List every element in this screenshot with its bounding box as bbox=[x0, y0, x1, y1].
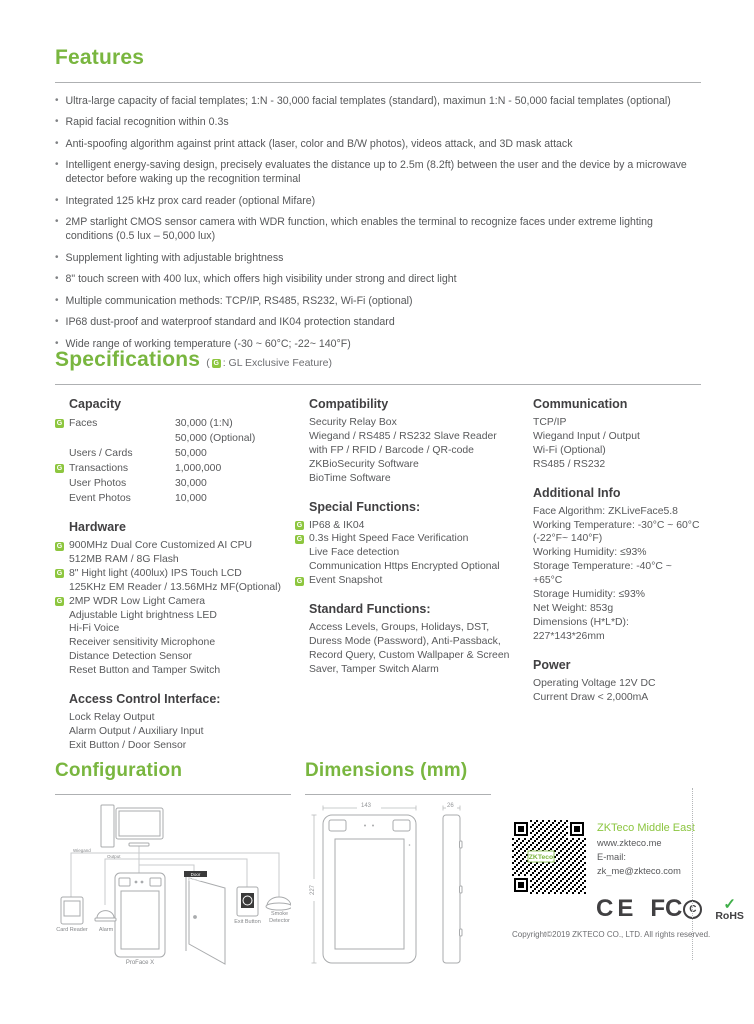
specifications-title: Specifications bbox=[55, 348, 201, 371]
spec-text: Storage Humidity: ≤93% bbox=[533, 589, 645, 601]
spec-text: Duress Mode (Password), Anti-Passback, bbox=[309, 635, 501, 647]
spec-line bbox=[295, 574, 519, 588]
spec-value: 30,000 (1:N) bbox=[175, 418, 233, 429]
specifications-section bbox=[55, 348, 701, 753]
capacity-heading: Capacity bbox=[69, 397, 122, 411]
spec-text: Reset Button and Tamper Switch bbox=[69, 665, 221, 677]
bullet-icon: • bbox=[55, 337, 59, 349]
spec-value: 1,000,000 bbox=[175, 463, 222, 474]
divider bbox=[55, 384, 701, 385]
power-lines bbox=[519, 677, 701, 705]
spec-line bbox=[295, 430, 519, 444]
spec-section-hardware bbox=[55, 520, 295, 678]
spec-text: 0.3s Hight Speed Face Verification bbox=[309, 533, 469, 545]
feature-text: Rapid facial recognition within 0.3s bbox=[65, 116, 229, 129]
spec-line bbox=[295, 621, 519, 635]
spec-label: Users / Cards bbox=[69, 448, 133, 459]
feature-text: Intelligent energy-saving design, precisely evaluates the distance up to 2.5m (8.2ft) between the user and the device by a microwave detector before waking up the recognition terminal bbox=[65, 159, 687, 186]
gl-feature-icon: G bbox=[213, 359, 219, 367]
spec-line bbox=[519, 430, 701, 444]
spec-text: Working Humidity: ≤93% bbox=[533, 547, 647, 559]
spec-text: Operating Voltage 12V DC bbox=[533, 677, 656, 689]
spec-column-2 bbox=[295, 389, 519, 753]
spec-line bbox=[519, 505, 701, 519]
spec-text: Face Algorithm: ZKLiveFace5.8 bbox=[533, 505, 678, 517]
spec-text: Security Relay Box bbox=[309, 417, 397, 428]
spec-row bbox=[55, 461, 295, 476]
spec-text: IP68 & IK04 bbox=[309, 519, 365, 531]
feature-text: Anti-spoofing algorithm against print attack (laser, color and B/W photos), videos attack, and 3D mask attack bbox=[65, 137, 573, 150]
fold-mark bbox=[692, 788, 693, 960]
device-side-view bbox=[443, 815, 460, 963]
bullet-icon: • bbox=[55, 273, 59, 285]
spec-line bbox=[55, 609, 295, 623]
spec-row bbox=[55, 491, 295, 506]
feature-item bbox=[55, 216, 701, 244]
dimensions-section bbox=[305, 760, 491, 973]
features-list bbox=[55, 95, 701, 352]
gl-feature-icon: G bbox=[56, 419, 63, 427]
spec-text: ZKBioSecurity Software bbox=[309, 458, 419, 470]
spec-section-additional-info bbox=[519, 486, 701, 644]
spec-column-3 bbox=[519, 389, 701, 753]
bullet-icon: • bbox=[55, 251, 59, 263]
spec-line bbox=[295, 532, 519, 546]
rohs-mark-icon bbox=[715, 897, 744, 922]
dimensions-diagram bbox=[305, 801, 491, 973]
communication-lines bbox=[519, 416, 701, 472]
spec-line bbox=[55, 636, 295, 650]
gl-feature-icon: G bbox=[56, 570, 63, 578]
features-title: Features bbox=[55, 46, 145, 69]
spec-text: Adjustable Light brightness LED bbox=[69, 609, 217, 621]
feature-text: Ultra-large capacity of facial templates; 1:N - 30,000 facial templates (standard), maximun 1:N - 50,000 facial templates (optional) bbox=[65, 95, 671, 107]
spec-text: 2MP WDR Low Light Camera bbox=[69, 595, 206, 607]
spec-label: User Photos bbox=[69, 478, 127, 489]
website: www.zkteco.me bbox=[597, 838, 662, 848]
spec-text: Saver, Tamper Switch Alarm bbox=[309, 663, 439, 675]
hardware-heading: Hardware bbox=[69, 520, 126, 534]
spec-line bbox=[519, 532, 701, 546]
bullet-icon: • bbox=[55, 116, 59, 128]
specifications-header bbox=[55, 348, 701, 372]
spec-value: 50,000 bbox=[175, 448, 207, 459]
bullet-icon: • bbox=[55, 137, 59, 149]
spec-section-communication bbox=[519, 397, 701, 472]
feature-text: 8" touch screen with 400 lux, which offers high visibility under strong and direct light bbox=[65, 273, 457, 286]
bullet-icon: • bbox=[55, 95, 59, 106]
door-outline bbox=[189, 878, 225, 964]
access-control-lines bbox=[55, 711, 295, 753]
spec-column-1 bbox=[55, 389, 295, 753]
spec-line bbox=[55, 664, 295, 678]
spec-row bbox=[55, 431, 295, 446]
spec-line bbox=[519, 588, 701, 602]
special-functions-lines bbox=[295, 519, 519, 589]
device-label: ProFace X bbox=[125, 960, 155, 966]
feature-text: Multiple communication methods: TCP/IP, RS485, RS232, Wi-Fi (optional) bbox=[65, 294, 413, 307]
spec-line bbox=[295, 560, 519, 574]
ce-mark-icon: CE bbox=[596, 895, 638, 922]
spec-section-access-control bbox=[55, 692, 295, 753]
bullet-icon: • bbox=[55, 316, 59, 328]
feature-text: Integrated 125 kHz prox card reader (optional Mifare) bbox=[65, 194, 316, 207]
exit-button-label: Exit Button bbox=[234, 919, 261, 925]
card-reader-label: Card Reader bbox=[56, 927, 88, 933]
spec-text: Alarm Output / Auxiliary Input bbox=[69, 725, 204, 737]
rohs-text: RoHS bbox=[715, 909, 744, 922]
dimension-width: 143 bbox=[361, 803, 372, 809]
configuration-title: Configuration bbox=[55, 760, 183, 781]
spec-text: Distance Detection Sensor bbox=[69, 651, 193, 663]
gl-feature-icon: G bbox=[56, 598, 63, 606]
spec-line bbox=[519, 416, 701, 430]
power-heading: Power bbox=[533, 657, 571, 672]
fcc-circle-c: C bbox=[683, 900, 702, 919]
spec-text: TCP/IP bbox=[533, 417, 567, 428]
configuration-diagram bbox=[55, 801, 291, 973]
spec-line bbox=[295, 444, 519, 458]
divider bbox=[55, 82, 701, 83]
spec-section-capacity bbox=[55, 397, 295, 506]
spec-section-standard-functions bbox=[295, 602, 519, 677]
spec-line bbox=[519, 691, 701, 705]
bullet-icon: • bbox=[55, 194, 59, 206]
contact-block bbox=[597, 822, 712, 879]
feature-item bbox=[55, 252, 701, 266]
spec-text: (-22°F~ 140°F) bbox=[533, 533, 603, 545]
spec-text: Dimensions (H*L*D): 227*143*26mm bbox=[533, 616, 629, 642]
fcc-letters: FC bbox=[650, 895, 683, 922]
bullet-icon: • bbox=[55, 216, 59, 228]
divider bbox=[55, 794, 291, 795]
spec-text: Hi-Fi Voice bbox=[69, 623, 120, 635]
spec-line bbox=[295, 416, 519, 430]
hardware-lines bbox=[55, 539, 295, 678]
divider bbox=[305, 794, 491, 795]
gl-feature-icon: G bbox=[56, 464, 63, 472]
spec-text: BioTime Software bbox=[309, 472, 391, 484]
spec-line bbox=[519, 519, 701, 533]
compatibility-lines bbox=[295, 416, 519, 486]
capacity-rows bbox=[55, 416, 295, 506]
spec-label bbox=[69, 431, 175, 446]
spec-text: Wiegand Input / Output bbox=[533, 430, 640, 442]
gl-exclusive-note bbox=[206, 357, 332, 369]
feature-item bbox=[55, 116, 701, 130]
spec-line bbox=[295, 635, 519, 649]
spec-text: Exit Button / Door Sensor bbox=[69, 739, 187, 751]
feature-item bbox=[55, 316, 701, 330]
specifications-columns bbox=[55, 389, 701, 753]
certification-logos bbox=[596, 895, 744, 923]
qr-code bbox=[512, 820, 586, 894]
bullet-icon: • bbox=[55, 159, 59, 171]
spec-text: 8" Hight light (400lux) IPS Touch LCD bbox=[69, 567, 242, 579]
spec-text: 900MHz Dual Core Customized AI CPU bbox=[69, 540, 253, 551]
dimension-height: 227 bbox=[310, 884, 316, 895]
company-name: ZKTeco Middle East bbox=[597, 822, 695, 834]
configuration-section bbox=[55, 760, 291, 973]
feature-item bbox=[55, 138, 701, 152]
spec-text: Working Temperature: -30°C ~ 60°C bbox=[533, 519, 700, 531]
spec-text: RS485 / RS232 bbox=[533, 458, 606, 470]
spec-section-compatibility bbox=[295, 397, 519, 486]
spec-line bbox=[519, 560, 701, 588]
feature-text: 2MP starlight CMOS sensor camera with WDR function, which enables the terminal to recognize faces under extreme lighting conditions (0.5 lux – 50,000 lux) bbox=[65, 216, 653, 243]
gl-feature-icon: G bbox=[56, 542, 63, 550]
dimension-depth: 26 bbox=[447, 803, 454, 809]
spec-text: Record Query, Custom Wallpaper & Screen bbox=[309, 649, 510, 661]
note-text: : GL Exclusive Feature) bbox=[222, 357, 333, 369]
spec-label: Event Photos bbox=[69, 493, 131, 504]
spec-section-power bbox=[519, 658, 701, 705]
wire-label-output: Output bbox=[107, 854, 121, 859]
feature-item bbox=[55, 295, 701, 309]
spec-line bbox=[55, 739, 295, 753]
spec-line bbox=[519, 677, 701, 691]
spec-section-special-functions bbox=[295, 500, 519, 589]
spec-text: Live Face detection bbox=[309, 547, 400, 559]
pc-tower bbox=[101, 805, 114, 847]
additional-info-lines bbox=[519, 505, 701, 644]
additional-info-heading: Additional Info bbox=[533, 485, 621, 500]
spec-text: Storage Temperature: -40°C ~ +65°C bbox=[533, 561, 672, 587]
spec-text: 125KHz EM Reader / 13.56MHz MF(Optional) bbox=[69, 581, 281, 593]
spec-text: Wiegand / RS485 / RS232 Slave Reader bbox=[309, 430, 497, 442]
fcc-mark-icon bbox=[650, 895, 702, 923]
gl-feature-icon: G bbox=[296, 577, 303, 585]
feature-item bbox=[55, 195, 701, 209]
note-open: ( bbox=[206, 357, 210, 369]
spec-text: Access Levels, Groups, Holidays, DST, bbox=[309, 622, 490, 634]
spec-row bbox=[55, 446, 295, 461]
spec-line bbox=[55, 650, 295, 664]
spec-text: Event Snapshot bbox=[309, 575, 383, 587]
spec-label: Transactions bbox=[69, 463, 129, 474]
spec-line bbox=[519, 616, 701, 644]
door-sensor-label: Door Sensor bbox=[188, 871, 203, 883]
spec-value: 50,000 (Optional) bbox=[175, 433, 256, 444]
spec-line bbox=[519, 602, 701, 616]
feature-text: IP68 dust-proof and waterproof standard and IK04 protection standard bbox=[65, 316, 395, 329]
spec-text: Wi-Fi (Optional) bbox=[533, 444, 606, 456]
feature-item bbox=[55, 273, 701, 287]
spec-text: Communication Https Encrypted Optional bbox=[309, 561, 500, 573]
check-icon: ✓ bbox=[723, 895, 736, 913]
spec-text: 512MB RAM / 8G Flash bbox=[69, 553, 179, 565]
spec-line bbox=[55, 553, 295, 567]
spec-text: Receiver sensitivity Microphone bbox=[69, 637, 216, 649]
spec-line bbox=[295, 663, 519, 677]
qr-logo-text: ZKTeco bbox=[528, 854, 554, 862]
spec-line bbox=[519, 458, 701, 472]
gl-feature-icon: G bbox=[296, 535, 303, 543]
spec-line bbox=[55, 711, 295, 725]
spec-label: Faces bbox=[69, 418, 98, 429]
smoke-detector-label: Smoke Detector bbox=[269, 911, 290, 924]
copyright-line: Copyright©2019 ZKTECO CO., LTD. All rights reserved. bbox=[512, 930, 711, 939]
features-section bbox=[55, 46, 701, 359]
spec-line bbox=[55, 725, 295, 739]
configuration-drawing bbox=[55, 801, 291, 973]
access-control-heading: Access Control Interface: bbox=[69, 692, 221, 707]
wire-label-wiegand: Wiegand bbox=[73, 848, 91, 853]
feature-text: Wide range of working temperature (-30 ~ 60°C; -22~ 140°F) bbox=[65, 337, 351, 350]
spec-line bbox=[519, 444, 701, 458]
standard-functions-lines bbox=[295, 621, 519, 677]
spec-line bbox=[295, 472, 519, 486]
spec-line bbox=[295, 519, 519, 533]
alarm-label: Alarm bbox=[98, 927, 114, 933]
spec-line bbox=[295, 458, 519, 472]
dimensions-title: Dimensions (mm) bbox=[305, 760, 468, 781]
alarm-outline bbox=[97, 911, 114, 918]
feature-item bbox=[55, 159, 701, 187]
feature-item bbox=[55, 95, 701, 109]
spec-line bbox=[55, 581, 295, 595]
spec-line bbox=[55, 622, 295, 636]
spec-text: Lock Relay Output bbox=[69, 712, 155, 724]
spec-line bbox=[295, 649, 519, 663]
spec-text: Current Draw < 2,000mA bbox=[533, 691, 649, 703]
spec-row bbox=[55, 416, 295, 431]
spec-text: Net Weight: 853g bbox=[533, 602, 614, 614]
standard-functions-heading: Standard Functions: bbox=[309, 602, 431, 617]
spec-row bbox=[55, 476, 295, 491]
spec-text: with FP / RFID / Barcode / QR-code bbox=[309, 444, 474, 456]
dimensions-drawing bbox=[305, 801, 491, 973]
spec-line bbox=[519, 546, 701, 560]
email: E-mail: zk_me@zkteco.com bbox=[597, 851, 681, 876]
compatibility-heading: Compatibility bbox=[309, 397, 389, 411]
spec-line bbox=[295, 546, 519, 560]
spec-line bbox=[55, 595, 295, 609]
communication-heading: Communication bbox=[533, 397, 628, 411]
spec-value: 10,000 bbox=[175, 493, 207, 504]
bullet-icon: • bbox=[55, 294, 59, 306]
gl-feature-icon: G bbox=[296, 522, 303, 530]
feature-text: Supplement lighting with adjustable brightness bbox=[65, 251, 284, 264]
spec-value: 30,000 bbox=[175, 478, 207, 489]
special-functions-heading: Special Functions: bbox=[309, 499, 421, 514]
spec-line bbox=[55, 539, 295, 553]
spec-line bbox=[55, 567, 295, 581]
